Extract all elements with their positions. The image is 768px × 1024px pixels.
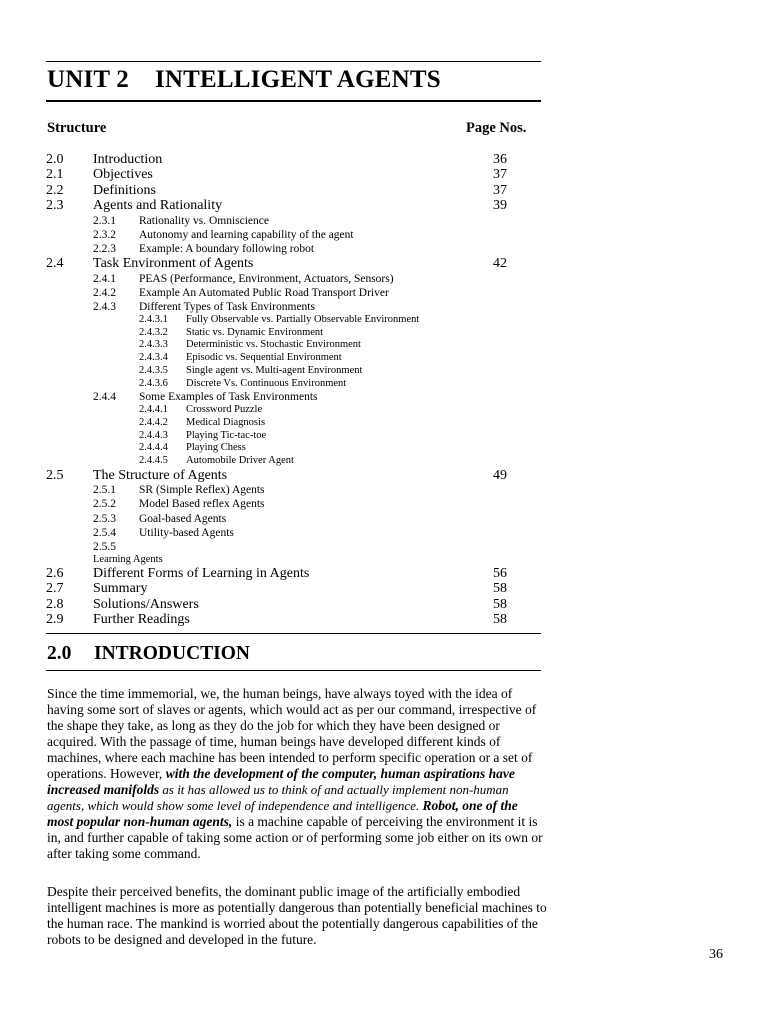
toc-entry-title: Crossword Puzzle xyxy=(186,404,263,416)
toc-entry-number: 2.3 xyxy=(46,198,64,214)
table-of-contents xyxy=(46,152,516,627)
toc-entry-title: Further Readings xyxy=(93,612,190,628)
toc-entry-number: 2.5.2 xyxy=(93,498,116,511)
toc-entry-number: 2.1 xyxy=(46,167,64,183)
toc-entry xyxy=(46,183,516,198)
toc-entry xyxy=(46,417,516,430)
toc-entry-title: Automobile Driver Agent xyxy=(186,455,294,467)
toc-entry-title: Some Examples of Task Environments xyxy=(139,391,318,404)
p1-text-e: is a machine capable of perceiving the environment it is in, and further capable of taking some action or of performing some job either on its own or after taking some command. xyxy=(47,814,543,861)
toc-entry-page: 58 xyxy=(493,581,507,597)
intro-number: 2.0 xyxy=(47,643,72,664)
toc-entry xyxy=(46,390,516,404)
intro-top-rule xyxy=(46,633,541,634)
toc-entry-title: PEAS (Performance, Environment, Actuators, Sensors) xyxy=(139,272,394,285)
unit-number: UNIT 2 xyxy=(47,66,130,93)
toc-entry-number: 2.8 xyxy=(46,596,64,612)
toc-entry-number: 2.4.4.5 xyxy=(139,455,168,467)
toc-entry xyxy=(46,597,516,612)
toc-entry-number: 2.6 xyxy=(46,565,64,581)
unit-title-text: INTELLIGENT AGENTS xyxy=(155,66,441,93)
toc-entry-title: Different Forms of Learning in Agents xyxy=(93,565,310,581)
toc-entry xyxy=(46,214,516,228)
toc-entry-number: 2.4 xyxy=(46,256,64,272)
toc-entry xyxy=(46,497,516,511)
toc-entry-title: Episodic vs. Sequential Environment xyxy=(186,352,342,364)
toc-entry-title: Fully Observable vs. Partially Observable Environment xyxy=(186,314,420,326)
toc-entry xyxy=(46,242,516,256)
toc-entry xyxy=(46,339,516,352)
toc-entry-title: Learning Agents xyxy=(93,554,163,566)
toc-entry-title: Objectives xyxy=(93,167,153,183)
toc-entry-title: Solutions/Answers xyxy=(93,596,199,612)
toc-entry-number: 2.2.3 xyxy=(93,242,116,255)
toc-entry xyxy=(46,286,516,300)
toc-entry xyxy=(46,612,516,627)
toc-entry-title: Utility-based Agents xyxy=(139,526,234,539)
toc-entry xyxy=(46,327,516,340)
toc-entry-title: Static vs. Dynamic Environment xyxy=(186,326,324,338)
toc-entry-number: 2.5.4 xyxy=(93,526,116,539)
toc-entry-page: 39 xyxy=(493,198,507,214)
toc-entry-number: 2.5.3 xyxy=(93,512,116,525)
structure-label: Structure xyxy=(47,120,107,136)
toc-entry-number: 2.4.4.3 xyxy=(139,429,168,441)
toc-entry-number: 2.2 xyxy=(46,182,64,198)
intro-paragraph-1 xyxy=(47,686,547,862)
toc-entry-page: 58 xyxy=(493,612,507,628)
toc-entry xyxy=(46,430,516,443)
toc-entry-number: 2.0 xyxy=(46,152,64,167)
toc-entry xyxy=(46,167,516,182)
p1-italic: as it has allowed us to think of and actually implement non-human agents, which would show some level of independence and intelligence. xyxy=(47,782,509,813)
toc-entry xyxy=(46,272,516,286)
toc-entry-title: Goal-based Agents xyxy=(139,512,227,525)
toc-entry-number: 2.4.3.3 xyxy=(139,339,168,351)
toc-entry-number: 2.5.5 xyxy=(93,540,116,553)
top-rule xyxy=(46,61,541,62)
toc-entry-page: 37 xyxy=(493,167,507,183)
toc-entry-number: 2.4.3.6 xyxy=(139,377,168,389)
toc-entry xyxy=(46,540,516,554)
toc-entry-title: Example: A boundary following robot xyxy=(139,242,315,255)
toc-entry-page: 42 xyxy=(493,256,507,272)
toc-entry-number: 2.3.1 xyxy=(93,214,116,227)
toc-entry-title: Different Types of Task Environments xyxy=(139,300,315,313)
toc-entry-title: The Structure of Agents xyxy=(93,467,228,483)
toc-entry xyxy=(46,554,516,566)
toc-entry-number: 2.4.3.4 xyxy=(139,352,168,364)
toc-entry-number: 2.3.2 xyxy=(93,228,116,241)
toc-entry-number: 2.4.3.5 xyxy=(139,364,168,376)
intro-title: INTRODUCTION xyxy=(94,643,251,664)
toc-entry-title: Medical Diagnosis xyxy=(186,417,266,429)
toc-entry-number: 2.5 xyxy=(46,467,64,483)
toc-entry-page: 56 xyxy=(493,565,507,581)
toc-entry-title: Example An Automated Public Road Transport Driver xyxy=(139,286,389,299)
intro-paragraph-2: Despite their perceived benefits, the dominant public image of the artificially embodied intelligent machines is more as potentially dangerous than potentially beneficial machines to the human race. The mankind is worried about the potentially dangerous capabilities of the robots to be designed and developed in the future. xyxy=(47,884,547,947)
toc-entry-title: Discrete Vs. Continuous Environment xyxy=(186,377,347,389)
title-underline xyxy=(46,100,541,102)
toc-entry-number: 2.4.4.1 xyxy=(139,404,168,416)
toc-entry xyxy=(46,512,516,526)
toc-entry xyxy=(46,566,516,581)
toc-entry xyxy=(46,228,516,242)
toc-entry-title: Summary xyxy=(93,581,148,597)
toc-entry xyxy=(46,300,516,314)
toc-entry xyxy=(46,404,516,417)
toc-entry-title: Definitions xyxy=(93,182,156,198)
toc-entry-number: 2.4.3.2 xyxy=(139,326,168,338)
toc-entry-number: 2.4.1 xyxy=(93,272,116,285)
page-number: 36 xyxy=(709,947,723,962)
toc-entry-title: Model Based reflex Agents xyxy=(139,498,265,511)
p1-text-a: Since the time immemorial, we, the human beings, have always toyed with the idea of having some sort of slaves or agents, which would act as per our command, irrespective of the shape they take, as long as they do the job for which they have been designed or acquired. With the passage of time, human beings have developed different kinds of machines, where each machine has been intended to perform specific operation or a set of operations. However, xyxy=(47,686,537,781)
unit-title xyxy=(47,66,441,94)
toc-entry-title: Rationality vs. Omniscience xyxy=(139,214,269,227)
toc-entry-title: Task Environment of Agents xyxy=(93,256,254,272)
page-nos-label: Page Nos. xyxy=(466,120,527,136)
toc-entry-page: 36 xyxy=(493,152,507,167)
intro-bottom-rule xyxy=(46,670,541,671)
intro-heading xyxy=(47,643,250,665)
toc-entry-number: 2.4.4.2 xyxy=(139,417,168,429)
toc-entry-number: 2.7 xyxy=(46,581,64,597)
toc-entry xyxy=(46,455,516,468)
toc-entry xyxy=(46,581,516,596)
toc-entry-title: Single agent vs. Multi-agent Environment xyxy=(186,364,363,376)
toc-entry-number: 2.4.4.4 xyxy=(139,442,168,454)
toc-entry xyxy=(46,442,516,455)
toc-entry-number: 2.5.1 xyxy=(93,484,116,497)
toc-entry-number: 2.9 xyxy=(46,612,64,628)
toc-entry xyxy=(46,152,516,167)
toc-entry xyxy=(46,314,516,327)
toc-entry xyxy=(46,198,516,213)
toc-entry xyxy=(46,468,516,483)
toc-entry-number: 2.4.3 xyxy=(93,300,116,313)
toc-entry-page: 58 xyxy=(493,596,507,612)
toc-entry-title: Autonomy and learning capability of the agent xyxy=(139,228,354,241)
p1-emphasis-2: Robot, one of the most popular non-human agents, xyxy=(47,798,518,829)
toc-entry xyxy=(46,378,516,391)
toc-entry-number: 2.4.2 xyxy=(93,286,116,299)
toc-entry-number: 2.4.3.1 xyxy=(139,314,168,326)
toc-entry-page: 37 xyxy=(493,182,507,198)
toc-entry-title: SR (Simple Reflex) Agents xyxy=(139,484,265,497)
toc-entry xyxy=(46,352,516,365)
toc-entry-page: 49 xyxy=(493,467,507,483)
toc-entry-number: 2.4.4 xyxy=(93,391,116,404)
toc-entry xyxy=(46,256,516,271)
toc-entry-title: Playing Tic-tac-toe xyxy=(186,429,267,441)
toc-entry-title: Agents and Rationality xyxy=(93,198,223,214)
toc-entry xyxy=(46,365,516,378)
toc-entry xyxy=(46,526,516,540)
toc-entry-title: Deterministic vs. Stochastic Environment xyxy=(186,339,361,351)
toc-entry-title: Playing Chess xyxy=(186,442,246,454)
toc-entry xyxy=(46,483,516,497)
toc-entry-title: Introduction xyxy=(93,152,163,167)
p1-emphasis-1: with the development of the computer, human aspirations have increased manifolds xyxy=(47,766,515,797)
